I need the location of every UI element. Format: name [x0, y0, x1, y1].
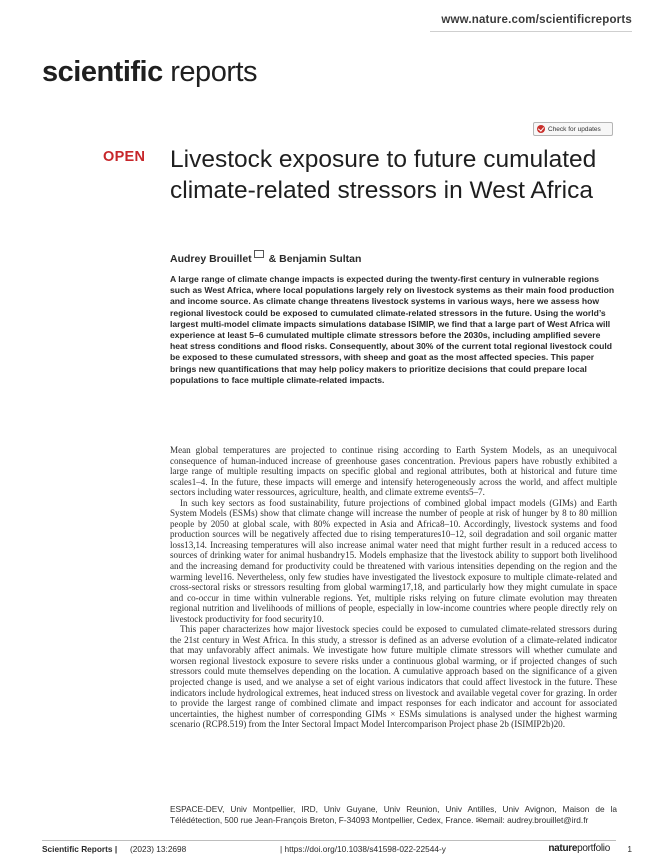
author-name[interactable]: Audrey Brouillet — [170, 253, 252, 265]
header-divider — [430, 31, 632, 32]
footer-divider — [42, 840, 616, 841]
doi-link[interactable]: | https://doi.org/10.1038/s41598-022-22544-y — [280, 844, 446, 854]
author-name-2[interactable]: & Benjamin Sultan — [265, 253, 362, 265]
paragraph: In such key sectors as food sustainability, future projections of combined global impact models (GIMs) and Earth System Models (ESMs) show that climate change will increase the number of people at risk of hunger by 8 to 80 million people by 2050 at global scale, with 80% expected in Asia and Africa8–10. Accordingly, livestock systems and food production sources will be negatively affected due to rising temperatures10–12, soil degradation and soil organic matter loss13,14. Increasing temperatures will also increase animal water need that might further result in a reduced access to sources of drinking water for animal husbandry15. Models emphasize that the livestock ability to support both livelihood and the increasing demand for productivity could be threatened with various intensities depending on the region and the warming level16. Nevertheless, only few studies have investigated the livestock exposure to multiple climate-related and cross-sectoral risks or stressors resulting from global warming17,18, and particularly how they might cumulate in space and co-occur in time within vulnerable regions. Yet, multiple risks relying on future climate evolution may threaten regional nutrition and livelihoods of millions of people, especially in low-income countries where people directly rely on livestock productivity for food security10. — [170, 497, 617, 624]
publisher-logo-a: nature — [548, 843, 578, 854]
journal-logo-bold: scientific — [42, 56, 163, 88]
article-title: Livestock exposure to future cumulated climate-related stressors in West Africa — [170, 146, 597, 204]
affiliation: ESPACE-DEV, Univ Montpellier, IRD, Univ Guyane, Univ Reunion, Univ Antilles, Univ Avignon, Maison de la Télédétection, 500 rue Jean-François Breton, F-34093 Montpellier, Cedex, France. ✉email: audrey.brouillet@ird.fr — [170, 804, 617, 825]
page-number: 1 — [627, 844, 632, 854]
check-badge-icon — [537, 125, 545, 133]
journal-logo[interactable] — [42, 56, 257, 89]
page-footer — [42, 843, 632, 854]
check-for-updates-label: Check for updates — [548, 125, 601, 133]
footer-journal: Scientific Reports | — [42, 844, 118, 854]
journal-url-link[interactable]: www.nature.com/scientificreports — [441, 14, 632, 26]
email-icon[interactable] — [254, 250, 264, 258]
publisher-logo-b: portfolio — [577, 843, 610, 854]
publisher-logo — [548, 843, 610, 854]
open-access-label: OPEN — [103, 149, 146, 165]
main-text — [170, 445, 617, 730]
journal-logo-regular: reports — [162, 56, 258, 88]
check-for-updates-button[interactable] — [533, 122, 613, 136]
author-list — [170, 250, 361, 265]
footer-year-volume: (2023) 13:2698 — [130, 844, 187, 854]
top-bar — [0, 0, 652, 32]
abstract: A large range of climate change impacts is expected during the twenty-first century in vulnerable regions such as West Africa, where local populations largely rely on livestock systems as their main food production and income source. As climate change threatens livestock systems in various ways, here we assess how regional livestock could be exposed to cumulated climate-related stressors in the future. Using the world’s largest multi-model climate impacts simulations database ISIMIP, we find that a large part of West Africa will experience at least 5–6 cumulated multiple climate stressors before the 2030s, including amplified severe heat stress conditions and flood risks. Consequently, about 30% of the current total regional livestock could be exposed to these cumulated stressors, with sheep and goat as the most affected species. This paper brings new quantifications that may help policy makers to prioritize decisions that could prepare local populations to face multiple climate-related impacts. — [170, 274, 615, 385]
paragraph: This paper characterizes how major livestock species could be exposed to cumulated climate-related stressors during the 21st century in West Africa. In this study, a stressor is defined as an adverse evolution of a climate-related indicator that may unfavorably affect animals. We investigate how future multiple climate stressors will whether cumulate and worsen regional livestock exposure to severe risks under a continuous global warming, or if projected changes of such stressors could mute themselves depending on the location. A cumulative approach based on the significance of a given projected change is used, and we analyse a set of eight various indicators that could affect livestock in the future. These indicators include hydrological extremes, heat induced stress on livestock and available vegetal cover for grazing. In order to provide the largest range of combined climate and impact responses for each indicator and account for associated uncertainties, the highest number of corresponding GIMs × ESMs simulations is analysed under the highest warming scenario (RCP8.519) from the Inter Sectoral Impact Model Intercomparison Project phase 2b (ISIMIP2b)20. — [170, 624, 617, 730]
paragraph: Mean global temperatures are projected to continue rising according to Earth System Models, as an unequivocal consequence of human-induced increase of greenhouse gases concentration. Previous papers have robustly exhibited a large range of multiple resulting impacts on specific global and regional attributes, both at historical and future time scales1–4. In the future, these impacts will emerge and intensify heterogeneously across the world, and affect multiple sectors including water ressources, agriculture, health, and climate extreme events5–7. — [170, 445, 617, 498]
